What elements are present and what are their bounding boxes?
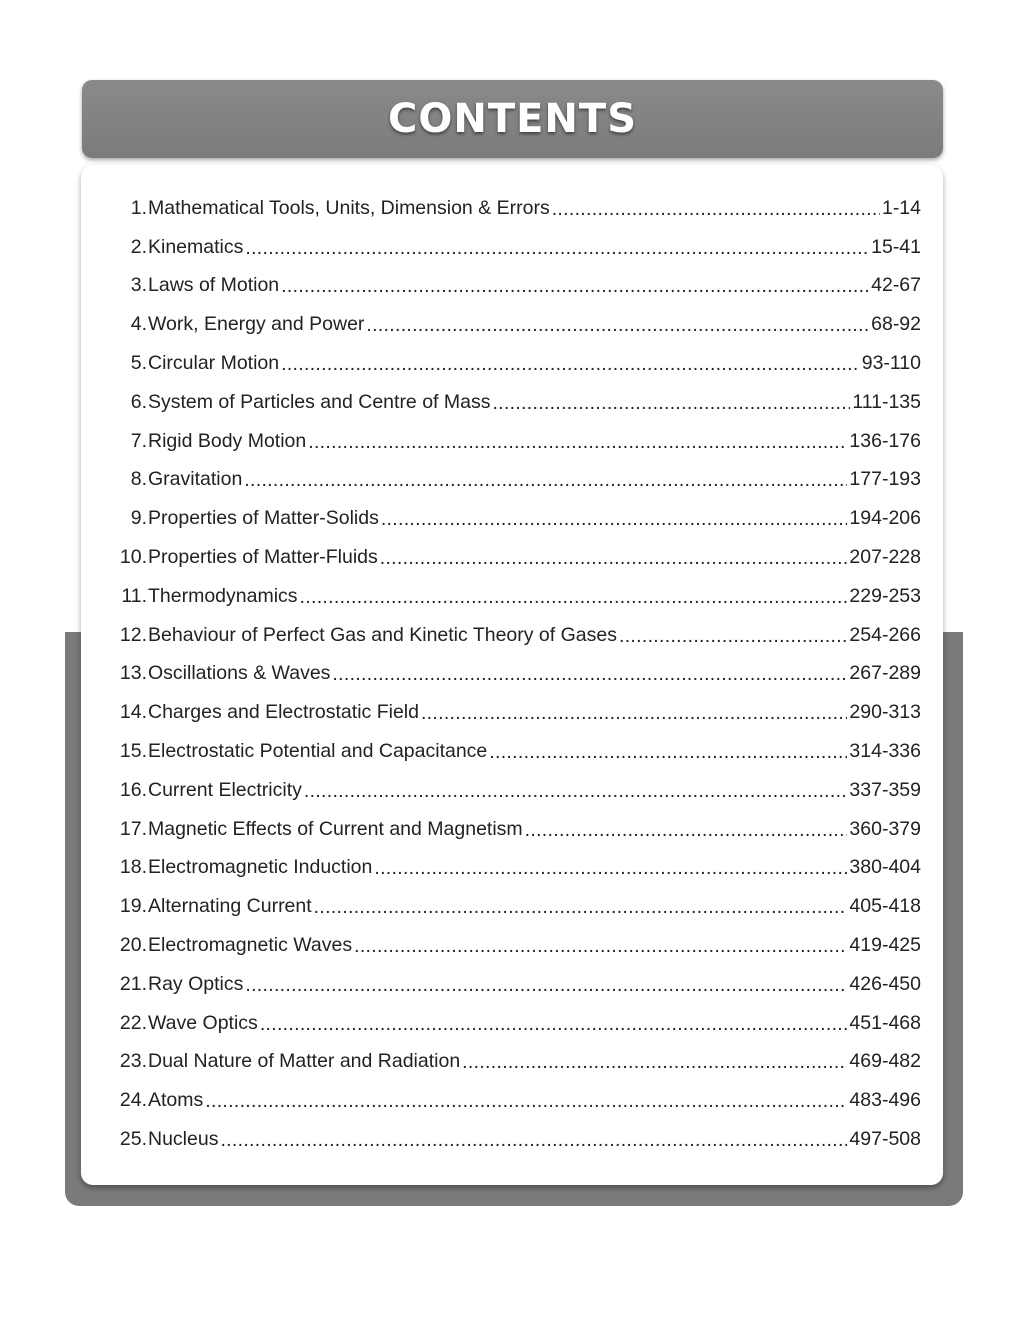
toc-entry-number: 15.	[119, 740, 147, 763]
toc-entry-pages: 15-41	[871, 235, 921, 258]
toc-dot-leader	[374, 857, 847, 880]
toc-dot-leader	[245, 237, 869, 260]
toc-dot-leader	[525, 819, 848, 842]
toc-entry-title: Magnetic Effects of Current and Magnetism	[148, 817, 523, 840]
toc-entry-title: Gravitation	[148, 468, 243, 491]
toc-entry-number: 17.	[119, 817, 147, 840]
toc-entry-pages: 360-379	[849, 817, 921, 840]
table-of-contents	[105, 189, 921, 1159]
toc-entry[interactable]	[105, 538, 921, 577]
toc-entry-number: 3.	[130, 274, 147, 297]
toc-entry-pages: 497-508	[849, 1128, 921, 1151]
toc-entry-number: 23.	[119, 1050, 147, 1073]
toc-entry-pages: 469-482	[849, 1050, 921, 1073]
toc-entry[interactable]	[105, 887, 921, 926]
toc-entry-title: Wave Optics	[148, 1011, 258, 1034]
toc-entry[interactable]	[105, 422, 921, 461]
toc-entry[interactable]	[105, 926, 921, 965]
toc-dot-leader	[300, 586, 848, 609]
toc-dot-leader	[380, 547, 848, 570]
toc-entry-title: Behaviour of Perfect Gas and Kinetic Theory of Gases	[148, 623, 617, 646]
toc-entry-title: Oscillations & Waves	[148, 662, 331, 685]
toc-entry-number: 6.	[130, 390, 147, 413]
toc-entry-number: 22.	[119, 1011, 147, 1034]
toc-entry-title: Ray Optics	[148, 972, 244, 995]
toc-entry-pages: 136-176	[849, 429, 921, 452]
toc-entry-number: 14.	[119, 701, 147, 724]
toc-entry[interactable]	[105, 810, 921, 849]
toc-entry-number: 25.	[119, 1128, 147, 1151]
toc-entry-title: Circular Motion	[148, 352, 280, 375]
toc-entry-pages: 451-468	[849, 1011, 921, 1034]
toc-entry-pages: 483-496	[849, 1089, 921, 1112]
toc-entry-number: 12.	[119, 623, 147, 646]
toc-entry[interactable]	[105, 383, 921, 422]
toc-entry-number: 13.	[119, 662, 147, 685]
toc-entry-pages: 337-359	[849, 778, 921, 801]
toc-entry-title: Laws of Motion	[148, 274, 280, 297]
toc-dot-leader	[244, 469, 847, 492]
toc-entry-number: 4.	[130, 313, 147, 336]
toc-entry-number: 21.	[119, 972, 147, 995]
toc-entry[interactable]	[105, 305, 921, 344]
toc-entry-title: Nucleus	[148, 1128, 219, 1151]
toc-entry-pages: 93-110	[861, 352, 921, 375]
toc-entry-title: Electromagnetic Waves	[148, 934, 353, 957]
toc-dot-leader	[304, 780, 848, 803]
contents-header	[82, 80, 943, 158]
toc-entry-title: Electromagnetic Induction	[148, 856, 373, 879]
toc-entry-pages: 290-313	[849, 701, 921, 724]
toc-entry-pages: 194-206	[849, 507, 921, 530]
toc-entry-pages: 42-67	[871, 274, 921, 297]
toc-entry[interactable]	[105, 344, 921, 383]
toc-entry-pages: 426-450	[849, 972, 921, 995]
toc-entry-number: 9.	[130, 507, 147, 530]
toc-entry-pages: 1-14	[881, 196, 921, 219]
toc-dot-leader	[281, 275, 869, 298]
toc-entry[interactable]	[105, 693, 921, 732]
toc-entry-pages: 405-418	[849, 895, 921, 918]
toc-entry-number: 11.	[121, 584, 147, 607]
toc-entry-pages: 207-228	[849, 546, 921, 569]
toc-entry[interactable]	[105, 1120, 921, 1159]
toc-dot-leader	[281, 353, 860, 376]
toc-dot-leader	[205, 1090, 847, 1113]
toc-entry[interactable]	[105, 1081, 921, 1120]
toc-entry[interactable]	[105, 1043, 921, 1082]
toc-entry-title: Work, Energy and Power	[148, 313, 365, 336]
toc-dot-leader	[489, 741, 847, 764]
toc-dot-leader	[492, 392, 850, 415]
toc-entry-number: 24.	[119, 1089, 147, 1112]
toc-dot-leader	[332, 663, 847, 686]
toc-entry-title: Rigid Body Motion	[148, 429, 307, 452]
toc-entry-title: Alternating Current	[148, 895, 312, 918]
toc-entry[interactable]	[105, 228, 921, 267]
contents-panel	[81, 165, 943, 1185]
toc-entry-number: 1.	[130, 196, 147, 219]
toc-dot-leader	[354, 935, 847, 958]
toc-dot-leader	[260, 1013, 848, 1036]
toc-entry[interactable]	[105, 965, 921, 1004]
page-title: CONTENTS	[387, 96, 637, 142]
toc-dot-leader	[552, 198, 880, 221]
toc-entry-title: Dual Nature of Matter and Radiation	[148, 1050, 461, 1073]
toc-entry-number: 19.	[119, 895, 147, 918]
toc-entry[interactable]	[105, 267, 921, 306]
toc-entry-number: 20.	[119, 934, 147, 957]
toc-entry-number: 16.	[119, 778, 147, 801]
toc-dot-leader	[308, 431, 847, 454]
toc-entry-title: Current Electricity	[148, 778, 302, 801]
toc-dot-leader	[220, 1129, 847, 1152]
toc-entry-title: Properties of Matter-Fluids	[148, 546, 378, 569]
toc-dot-leader	[314, 896, 848, 919]
toc-entry-title: Mathematical Tools, Units, Dimension & Errors	[148, 196, 550, 219]
toc-dot-leader	[366, 314, 869, 337]
toc-entry-pages: 380-404	[849, 856, 921, 879]
toc-entry-title: Properties of Matter-Solids	[148, 507, 379, 530]
toc-entry-pages: 68-92	[871, 313, 921, 336]
toc-dot-leader	[421, 702, 847, 725]
toc-entry[interactable]	[105, 616, 921, 655]
toc-entry[interactable]	[105, 499, 921, 538]
toc-entry-pages: 254-266	[849, 623, 921, 646]
toc-entry[interactable]	[105, 849, 921, 888]
toc-dot-leader	[245, 974, 847, 997]
toc-entry-number: 2.	[130, 235, 147, 258]
toc-entry[interactable]	[105, 577, 921, 616]
toc-entry-pages: 111-135	[852, 390, 921, 413]
toc-entry-pages: 267-289	[849, 662, 921, 685]
toc-dot-leader	[462, 1051, 847, 1074]
toc-entry-number: 10.	[119, 546, 147, 569]
toc-entry-pages: 177-193	[849, 468, 921, 491]
toc-entry-pages: 314-336	[849, 740, 921, 763]
toc-entry-title: Kinematics	[148, 235, 244, 258]
toc-entry[interactable]	[105, 655, 921, 694]
toc-entry-number: 8.	[130, 468, 147, 491]
toc-entry-title: Atoms	[148, 1089, 204, 1112]
toc-entry-title: Electrostatic Potential and Capacitance	[148, 740, 488, 763]
toc-entry-title: Charges and Electrostatic Field	[148, 701, 419, 724]
toc-entry-pages: 419-425	[849, 934, 921, 957]
toc-entry[interactable]	[105, 461, 921, 500]
toc-entry[interactable]	[105, 732, 921, 771]
toc-entry[interactable]	[105, 1004, 921, 1043]
toc-entry-number: 5.	[130, 352, 147, 375]
toc-dot-leader	[381, 508, 848, 531]
toc-entry-number: 18.	[119, 856, 147, 879]
toc-dot-leader	[619, 625, 847, 648]
toc-entry[interactable]	[105, 189, 921, 228]
toc-entry-pages: 229-253	[849, 584, 921, 607]
toc-entry[interactable]	[105, 771, 921, 810]
toc-entry-title: Thermodynamics	[148, 584, 298, 607]
toc-entry-title: System of Particles and Centre of Mass	[148, 390, 491, 413]
toc-entry-number: 7.	[130, 429, 147, 452]
